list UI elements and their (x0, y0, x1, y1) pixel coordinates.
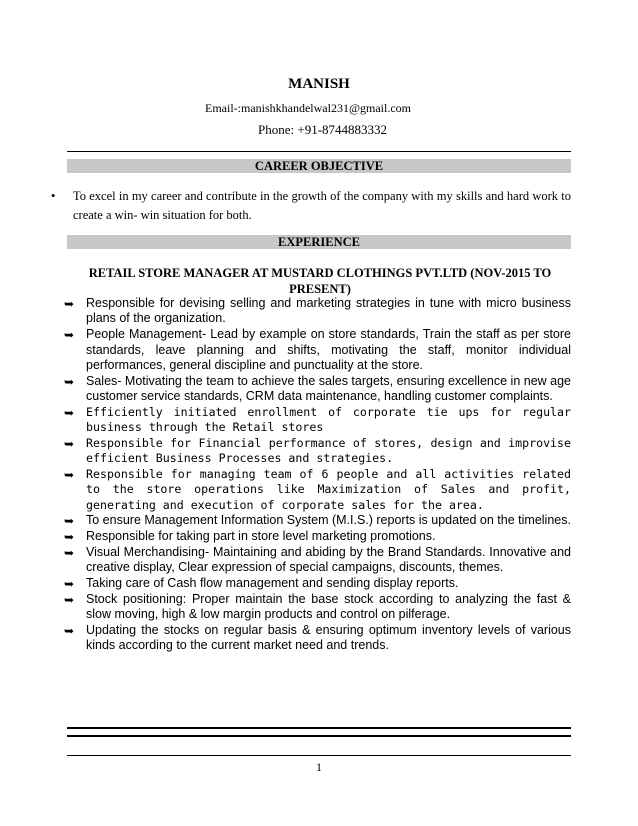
list-item: ➥ Visual Merchandising- Maintaining and abiding by the Brand Standards. Innovative and creative display, Clear expression of special campaigns, discounts, themes. (64, 544, 571, 575)
list-item: ➥ Responsible for Financial performance of stores, design and improvise efficient Business Processes and strategies. (64, 435, 571, 466)
list-item: ➥ Updating the stocks on regular basis & ensuring optimum inventory levels of various kinds according to the current market need and trends. (64, 622, 571, 653)
experience-heading: EXPERIENCE (67, 235, 571, 249)
arrow-bullet-icon: ➥ (64, 530, 75, 545)
arrow-bullet-icon: ➥ (64, 374, 75, 389)
arrow-bullet-icon: ➥ (64, 545, 75, 560)
arrow-bullet-icon: ➥ (64, 436, 75, 451)
bullet-icon: • (51, 189, 56, 203)
arrow-bullet-icon: ➥ (64, 297, 75, 311)
candidate-name: MANISH (288, 76, 350, 92)
arrow-bullet-icon: ➥ (64, 405, 75, 420)
header-divider (67, 151, 571, 152)
footer-divider (67, 755, 571, 756)
career-objective-heading: CAREER OBJECTIVE (67, 159, 571, 173)
email-address: Email-:manishkhandelwal231@gmail.com (205, 101, 412, 115)
list-item: ➥ Responsible for devising selling and marketing strategies in tune with micro business plans of the organization. (64, 296, 571, 326)
arrow-bullet-icon: ➥ (64, 623, 75, 638)
list-item: ➥ Sales- Motivating the team to achieve the sales targets, ensuring excellence in new age customer service standards, CRM data maintenance, handling customer complaints. (64, 373, 571, 404)
responsibilities-list (62, 296, 571, 654)
list-item: ➥ Taking care of Cash flow management and sending display reports. (64, 575, 459, 591)
job-title: RETAIL STORE MANAGER AT MUSTARD CLOTHINGS PVT.LTD (NOV-2015 TO PRESENT) (88, 266, 552, 296)
career-objective-text: To excel in my career and contribute in the growth of the company with my skills and hard work to create a win- win situation for both. (73, 189, 571, 222)
list-item: ➥ Responsible for taking part in store level marketing promotions. (64, 529, 436, 545)
list-item: ➥ To ensure Management Information System (M.I.S.) reports is updated on the timelines. (64, 513, 571, 529)
list-item: ➥ Stock positioning: Proper maintain the base stock according to analyzing the fast & slow moving, high & low margin products and control on pilferage. (64, 591, 571, 622)
arrow-bullet-icon: ➥ (64, 592, 75, 607)
list-item: ➥ Responsible for managing team of 6 people and all activities related to the store operations like Maximization of Sales and profit, generating and execution of corporate sales for the area. (64, 466, 571, 512)
page-number: 1 (316, 760, 322, 774)
list-item: ➥ People Management- Lead by example on store standards, Train the staff as per store standards, leave planning and shifts, motivating the staff, monitor individual performances, general discipline and punctuality at the store. (64, 327, 571, 372)
arrow-bullet-icon: ➥ (64, 576, 75, 591)
career-objective-item (51, 187, 571, 225)
arrow-bullet-icon: ➥ (64, 514, 75, 529)
list-item: ➥ Efficiently initiated enrollment of corporate tie ups for regular business through the Retail stores (64, 404, 571, 435)
arrow-bullet-icon: ➥ (64, 328, 75, 343)
phone-number: Phone: +91-8744883332 (258, 122, 388, 137)
arrow-bullet-icon: ➥ (64, 467, 75, 482)
footer-double-divider (67, 727, 571, 737)
